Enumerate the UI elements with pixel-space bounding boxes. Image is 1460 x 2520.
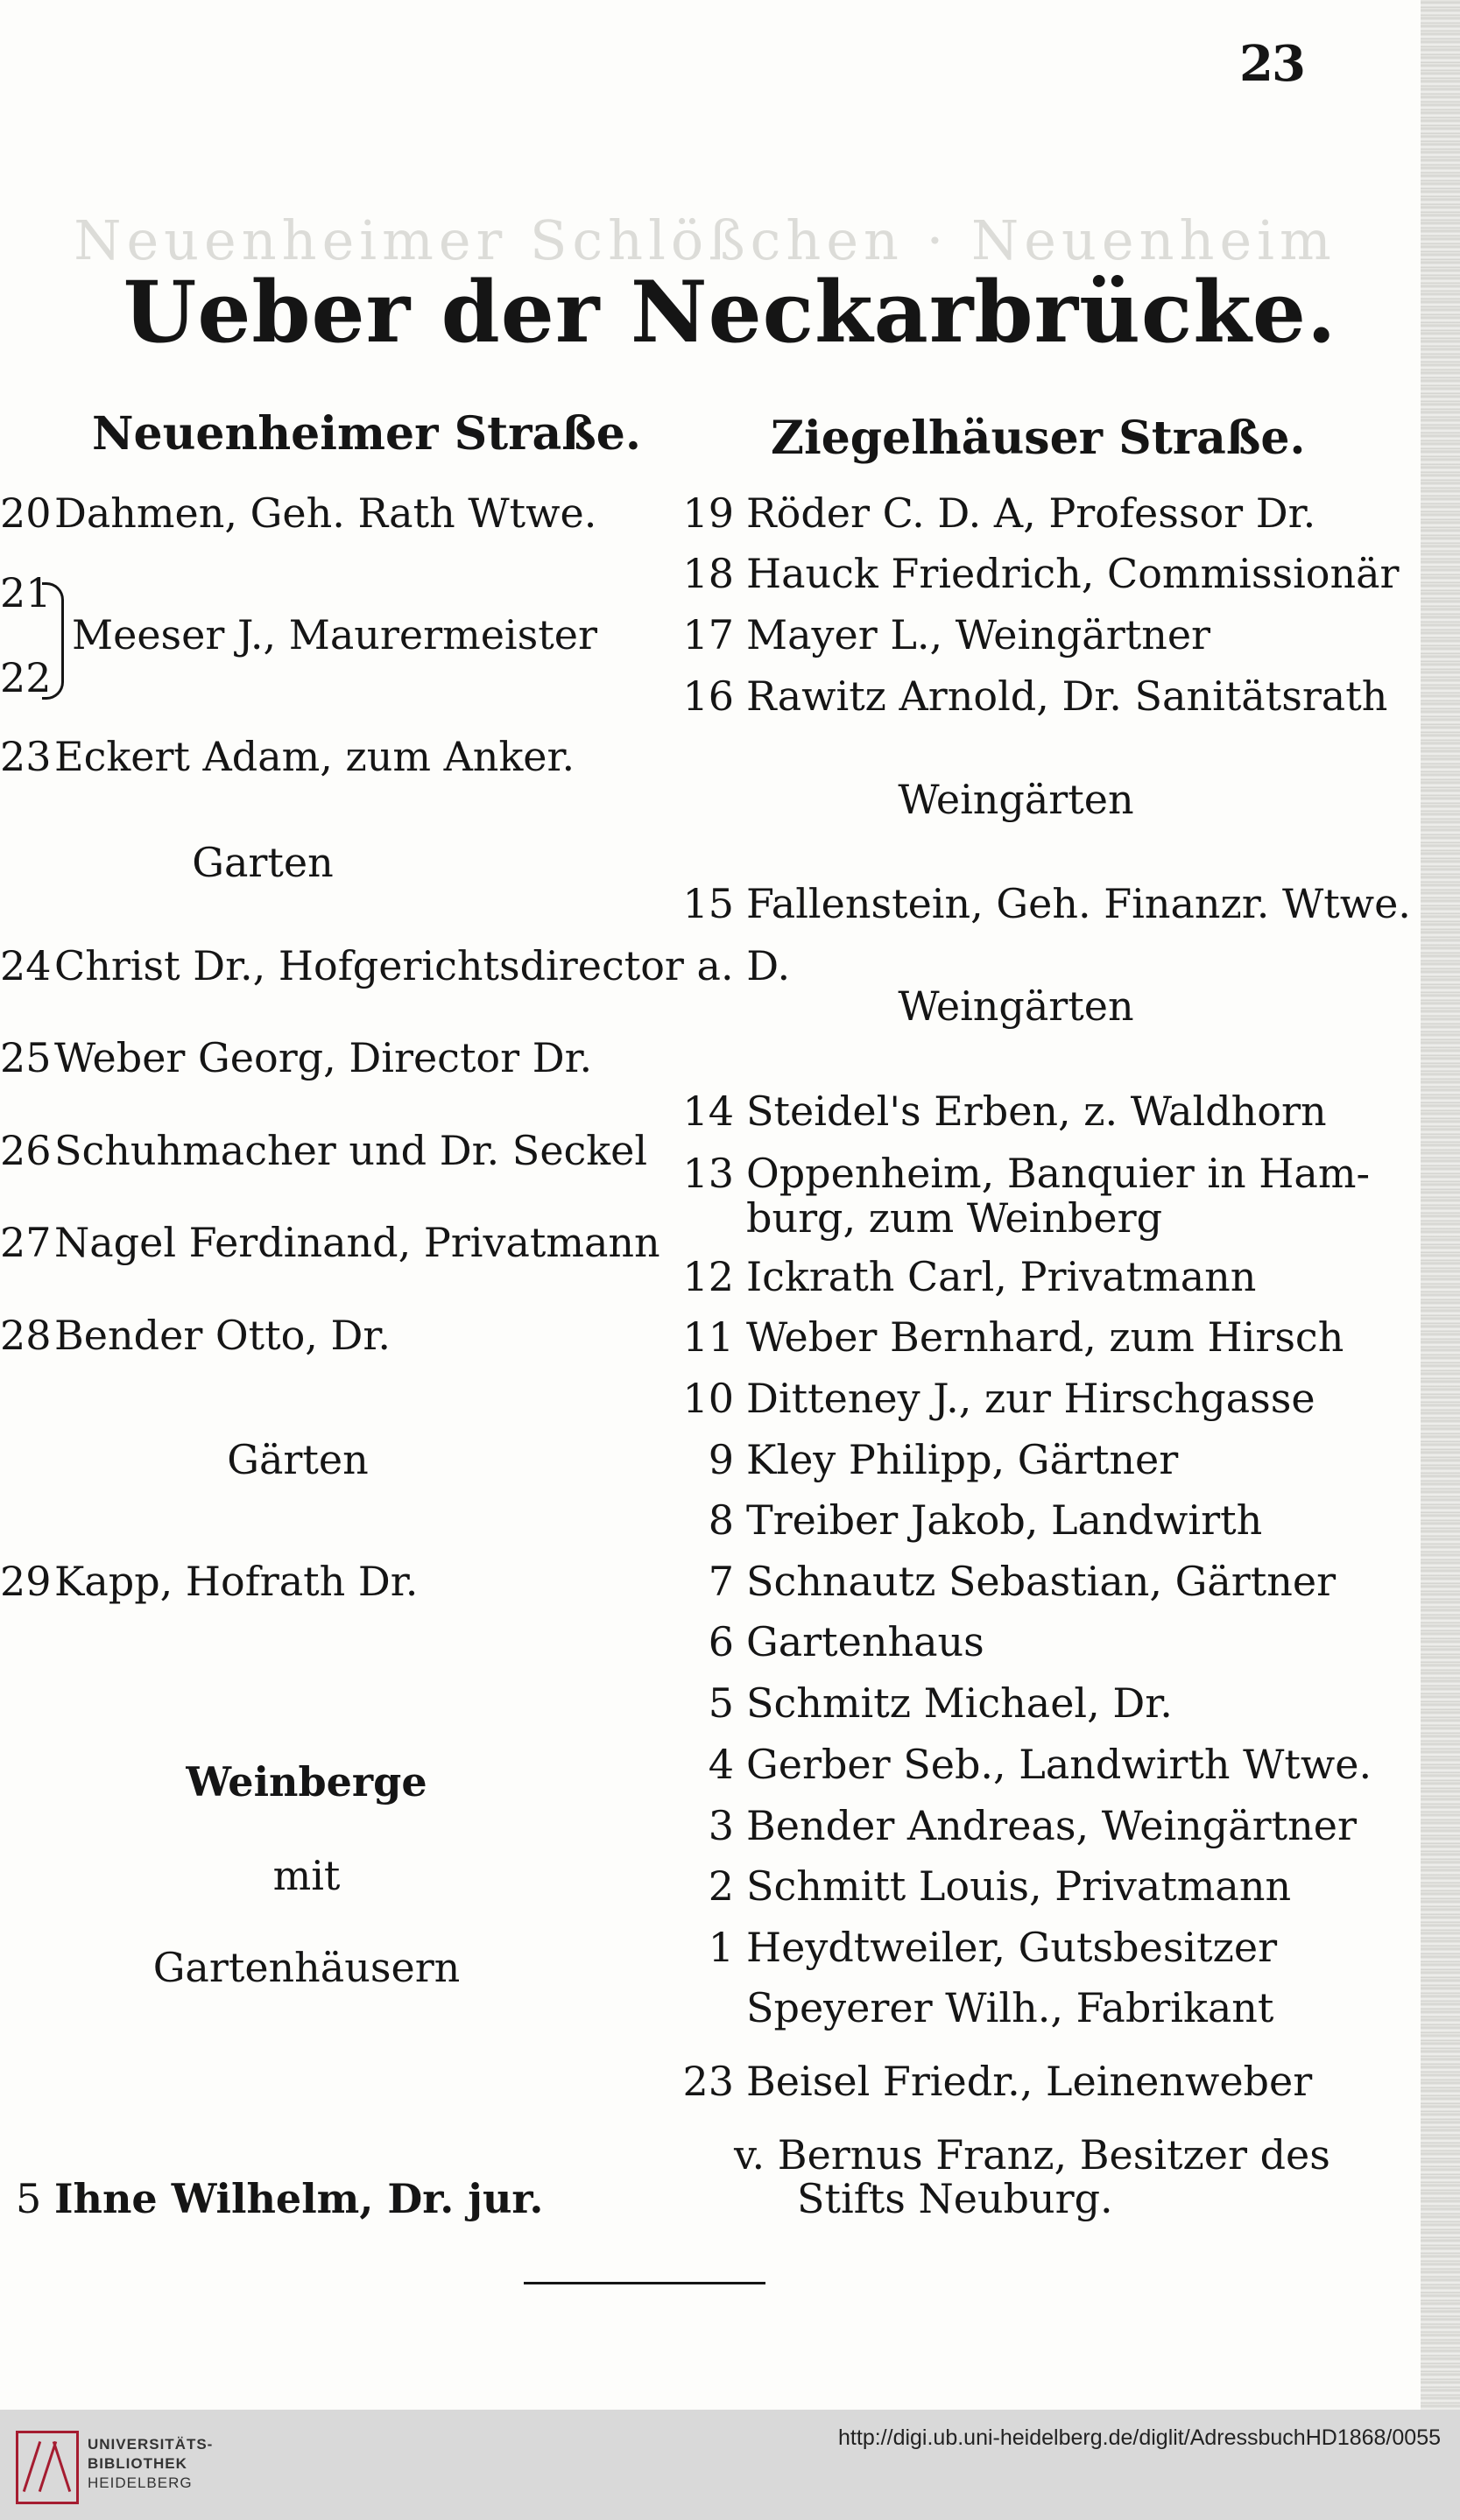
right-entry xyxy=(673,1434,1178,1485)
resident-text: Schuhmacher und Dr. Seckel xyxy=(54,1127,648,1174)
left-entry xyxy=(0,1556,418,1607)
library-name-line3: HEIDELBERG xyxy=(88,2474,193,2491)
resident-text: Weber Georg, Director Dr. xyxy=(54,1034,593,1081)
page-number: 23 xyxy=(1239,35,1304,93)
left-entry xyxy=(16,2173,543,2224)
resident-text: v. Bernus Franz, Besitzer des xyxy=(734,2131,1330,2179)
subheading-mit: mit xyxy=(272,1852,341,1899)
resident-text: Oppenheim, Banquier in Ham- xyxy=(746,1150,1371,1197)
resident-text: Bender Otto, Dr. xyxy=(54,1312,391,1359)
resident-text: Gartenhaus xyxy=(746,1618,984,1665)
resident-text: Kley Philipp, Gärtner xyxy=(746,1436,1179,1483)
house-number: 23 xyxy=(682,2058,734,2105)
right-entry xyxy=(746,1982,1273,2033)
left-entry xyxy=(0,488,596,538)
right-column-heading: Ziegelhäuser Straße. xyxy=(771,412,1306,465)
house-number: 8 xyxy=(708,1496,734,1544)
right-entry xyxy=(673,1312,1344,1362)
house-number: 14 xyxy=(682,1088,734,1135)
house-number: 28 xyxy=(0,1312,52,1359)
resident-text: Schmitz Michael, Dr. xyxy=(746,1679,1173,1727)
right-entry xyxy=(673,1922,1277,1973)
right-entry xyxy=(673,1678,1173,1728)
resident-text: Eckert Adam, zum Anker. xyxy=(54,733,575,780)
left-entry xyxy=(0,1310,391,1361)
right-entry xyxy=(673,488,1315,538)
house-number: 16 xyxy=(682,672,734,720)
left-entry xyxy=(0,1217,660,1268)
right-entry xyxy=(673,1086,1327,1137)
right-entry xyxy=(673,609,1210,660)
resident-text: Meeser J., Maurermeister xyxy=(72,611,597,658)
house-number: 12 xyxy=(682,1253,734,1300)
right-entry xyxy=(673,1148,1370,1199)
left-entry xyxy=(72,609,597,660)
bleed-through-text: Neuenheimer Schlößchen · Neuenheim xyxy=(74,208,1337,272)
house-number: 23 xyxy=(0,733,52,780)
resident-text: Rawitz Arnold, Dr. Sanitätsrath xyxy=(746,672,1388,720)
resident-text: Hauck Friedrich, Commissionär xyxy=(746,550,1400,597)
house-number: 2 xyxy=(708,1862,734,1910)
subheading-weingaerten: Weingärten xyxy=(898,776,1134,823)
house-number: 7 xyxy=(708,1558,734,1605)
left-entry xyxy=(0,731,575,782)
left-column-heading: Neuenheimer Straße. xyxy=(92,407,641,461)
resident-text: Schmitt Louis, Privatmann xyxy=(746,1862,1292,1910)
house-number: 6 xyxy=(708,1618,734,1665)
resident-text: Schnautz Sebastian, Gärtner xyxy=(746,1558,1337,1605)
right-entry xyxy=(673,1251,1256,1302)
right-entry xyxy=(673,1373,1315,1424)
house-number: 21 xyxy=(0,569,52,616)
house-number: 5 xyxy=(708,1679,734,1727)
right-entry xyxy=(673,1739,1372,1790)
house-number: 25 xyxy=(0,1034,52,1081)
house-number: 18 xyxy=(682,550,734,597)
house-number: 22 xyxy=(0,654,52,701)
resident-text: Christ Dr., Hofgerichtsdirector a. D. xyxy=(54,942,791,989)
house-number: 1 xyxy=(708,1924,734,1971)
right-entry xyxy=(797,2173,1113,2224)
right-entry xyxy=(673,1616,984,1667)
house-number: 3 xyxy=(708,1802,734,1849)
house-number: 17 xyxy=(682,611,734,658)
resident-text: Steidel's Erben, z. Waldhorn xyxy=(746,1088,1327,1135)
right-entry xyxy=(673,1861,1291,1911)
house-number: 11 xyxy=(682,1313,734,1361)
subheading-gartenhaeusern: Gartenhäusern xyxy=(152,1944,461,1991)
resident-text: Dahmen, Geh. Rath Wtwe. xyxy=(54,489,597,537)
right-entry xyxy=(673,671,1387,722)
left-entry xyxy=(0,1032,592,1083)
house-number: 15 xyxy=(682,880,734,927)
house-number: 13 xyxy=(682,1150,734,1197)
right-entry xyxy=(673,1556,1336,1607)
right-entry xyxy=(673,878,1411,929)
resident-text: burg, zum Weinberg xyxy=(746,1194,1163,1242)
house-number: 27 xyxy=(0,1219,52,1266)
house-number: 24 xyxy=(0,942,52,989)
brace xyxy=(42,582,64,700)
left-entry xyxy=(0,1125,647,1176)
resident-text: Ickrath Carl, Privatmann xyxy=(746,1253,1257,1300)
house-number: 5 xyxy=(16,2175,42,2222)
resident-text: Bender Andreas, Weingärtner xyxy=(746,1802,1357,1849)
right-entry xyxy=(673,1495,1262,1545)
resident-text: Mayer L., Weingärtner xyxy=(746,611,1211,658)
resident-text: Speyerer Wilh., Fabrikant xyxy=(746,1984,1274,2031)
library-name-line2: BIBLIOTHEK xyxy=(88,2455,187,2472)
resident-text: Treiber Jakob, Landwirth xyxy=(746,1496,1263,1544)
house-number: 9 xyxy=(708,1436,734,1483)
resident-text: Kapp, Hofrath Dr. xyxy=(54,1558,419,1605)
source-url-link[interactable]: http://digi.ub.uni-heidelberg.de/diglit/AdressbuchHD1868/0055 xyxy=(838,2425,1441,2450)
house-number: 29 xyxy=(0,1558,52,1605)
resident-text: Stifts Neuburg. xyxy=(797,2175,1113,2222)
resident-text: Heydtweiler, Gutsbesitzer xyxy=(746,1924,1278,1971)
resident-text: Ditteney J., zur Hirschgasse xyxy=(746,1375,1315,1422)
subheading-weinberge: Weinberge xyxy=(186,1758,427,1806)
resident-text: Nagel Ferdinand, Privatmann xyxy=(54,1219,660,1266)
library-logo-icon xyxy=(16,2431,79,2504)
subheading-garten: Garten xyxy=(192,839,334,886)
right-entry xyxy=(673,2056,1312,2107)
house-number: 20 xyxy=(0,489,52,537)
resident-text: Beisel Friedr., Leinenweber xyxy=(746,2058,1313,2105)
page-title: Ueber der Neckarbrücke. xyxy=(123,263,1337,362)
house-number: 19 xyxy=(682,489,734,537)
resident-text: Fallenstein, Geh. Finanzr. Wtwe. xyxy=(746,880,1411,927)
library-name-line1: UNIVERSITÄTS- xyxy=(88,2436,214,2453)
resident-text: Gerber Seb., Landwirth Wtwe. xyxy=(746,1741,1372,1788)
right-entry xyxy=(673,548,1400,599)
subheading-weingaerten: Weingärten xyxy=(898,982,1134,1030)
resident-text: Ihne Wilhelm, Dr. jur. xyxy=(54,2175,544,2222)
house-number: 4 xyxy=(708,1741,734,1788)
house-number: 10 xyxy=(682,1375,734,1422)
closing-rule xyxy=(524,2282,765,2284)
subheading-gaerten: Gärten xyxy=(227,1436,369,1483)
library-footer xyxy=(0,2410,1460,2520)
right-entry xyxy=(673,1800,1357,1851)
resident-text: Röder C. D. A, Professor Dr. xyxy=(746,489,1316,537)
resident-text: Weber Bernhard, zum Hirsch xyxy=(746,1313,1344,1361)
right-entry xyxy=(746,1193,1162,1243)
house-number: 26 xyxy=(0,1127,52,1174)
